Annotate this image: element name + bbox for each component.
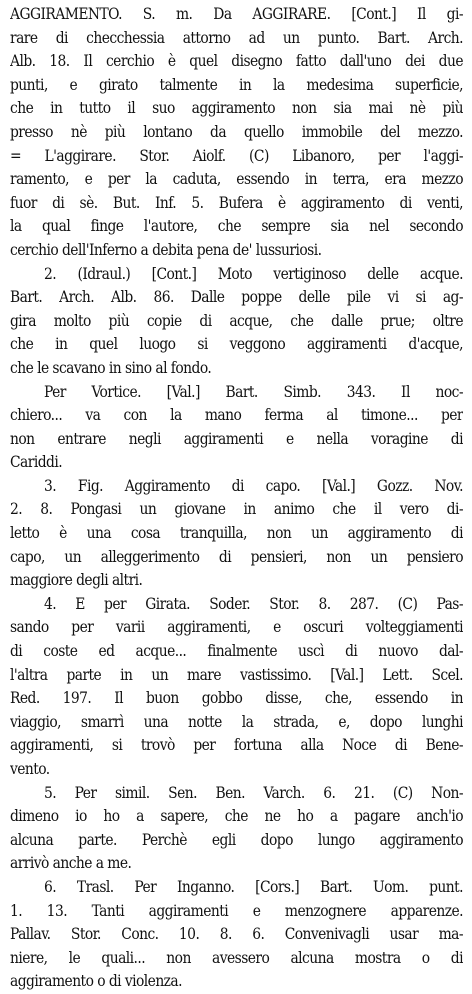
text-line: non entrare negli aggiramenti e nella voragine di xyxy=(10,429,463,448)
text-line: 1. 13. Tanti aggiramenti e menzognere apparenze. xyxy=(10,901,463,920)
text-line: 5. Per simil. Sen. Ben. Varch. 6. 21. (C) Non- xyxy=(44,783,463,802)
text-line: 4. E per Girata. Soder. Stor. 8. 287. (C) Pas- xyxy=(44,594,463,613)
text-line: vento. xyxy=(10,760,50,778)
text-line: cerchio dell'Inferno a debita pena de' lussuriosi. xyxy=(10,240,322,259)
text-line: aggiramenti, si trovò per fortuna alla Noce di Bene- xyxy=(10,736,463,755)
text-line: punti, e girato talmente in la medesima superficie, xyxy=(10,75,463,94)
text-line: maggiore degli altri. xyxy=(10,571,143,590)
text-line: letto è una cosa tranquilla, non un aggiramento di xyxy=(10,524,463,543)
text-line: rare di checchessia attorno ad un punto. Bart. Arch. xyxy=(10,28,463,47)
text-line: gira molto più copie di acque, che dalle prue; oltre xyxy=(10,311,463,330)
text-line: che in quel luogo si veggono aggiramenti d'acque, xyxy=(10,335,463,354)
text-line: 2. (Idraul.) [Cont.] Moto vertiginoso delle acque. xyxy=(44,264,463,283)
text-line: = L'aggirare. Stor. Aiolf. (C) Libanoro, per l'aggi- xyxy=(10,146,463,165)
text-line: Pallav. Stor. Conc. 10. 8. 6. Convenivagli usar ma- xyxy=(10,925,463,944)
text-line: 6. Trasl. Per Inganno. [Cors.] Bart. Uom. punt. xyxy=(44,877,463,896)
entry-aggiramento xyxy=(10,3,463,994)
text-line: che le scavano in sino al fondo. xyxy=(10,358,212,377)
text-line: la qual finge l'autore, che sempre sia nel secondo xyxy=(10,217,463,236)
text-line: aggiramento o di violenza. xyxy=(10,972,182,991)
text-line: di coste ed acque... finalmente uscì di nuovo dal- xyxy=(10,642,463,661)
text-line: AGGIRAMENTO. S. m. Da AGGIRARE. [Cont.] Il gi- xyxy=(10,5,463,23)
text-line: viaggio, smarrì una notte la strada, e, dopo lunghi xyxy=(10,712,463,731)
text-line: alcuna parte. Perchè egli dopo lungo aggiramento xyxy=(10,830,463,849)
text-line: sando per varii aggiramenti, e oscuri volteggiamenti xyxy=(10,618,463,637)
text-line: capo, un alleggerimento di pensieri, non un pensiero xyxy=(10,547,463,566)
text-line: 2. 8. Pongasi un giovane in animo che il vero di- xyxy=(10,500,463,519)
text-line: ramento, e per la caduta, essendo in terra, era mezzo xyxy=(10,170,463,189)
text-line: dimeno io ho a sapere, che ne ho a pagare anch'io xyxy=(10,807,463,826)
text-line: fuor di sè. But. Inf. 5. Bufera è aggiramento di venti, xyxy=(10,193,463,212)
text-line: Red. 197. Il buon gobbo disse, che, essendo in xyxy=(10,689,463,708)
text-line: niere, le quali... non avessero alcuna mostra o di xyxy=(10,948,463,967)
text-line: arrivò anche a me. xyxy=(10,854,132,873)
text-line: Per Vortice. [Val.] Bart. Simb. 343. Il noc- xyxy=(44,382,463,401)
text-line: 3. Fig. Aggiramento di capo. [Val.] Gozz. Nov. xyxy=(44,476,463,495)
text-line: che in tutto il suo aggiramento non sia mai nè più xyxy=(10,99,463,118)
text-line: presso nè più lontano da quello immobile del mezzo. xyxy=(10,122,463,141)
text-line: Alb. 18. Il cerchio è quel disegno fatto dall'uno dei due xyxy=(10,52,463,71)
text-line: Cariddi. xyxy=(10,453,63,472)
text-line: Bart. Arch. Alb. 86. Dalle poppe delle pile vi si ag- xyxy=(10,288,463,307)
text-line: l'altra parte in un mare vastissimo. [Val.] Lett. Scel. xyxy=(10,665,463,684)
text-line: chiero... va con la mano ferma al timone... per xyxy=(10,406,463,425)
